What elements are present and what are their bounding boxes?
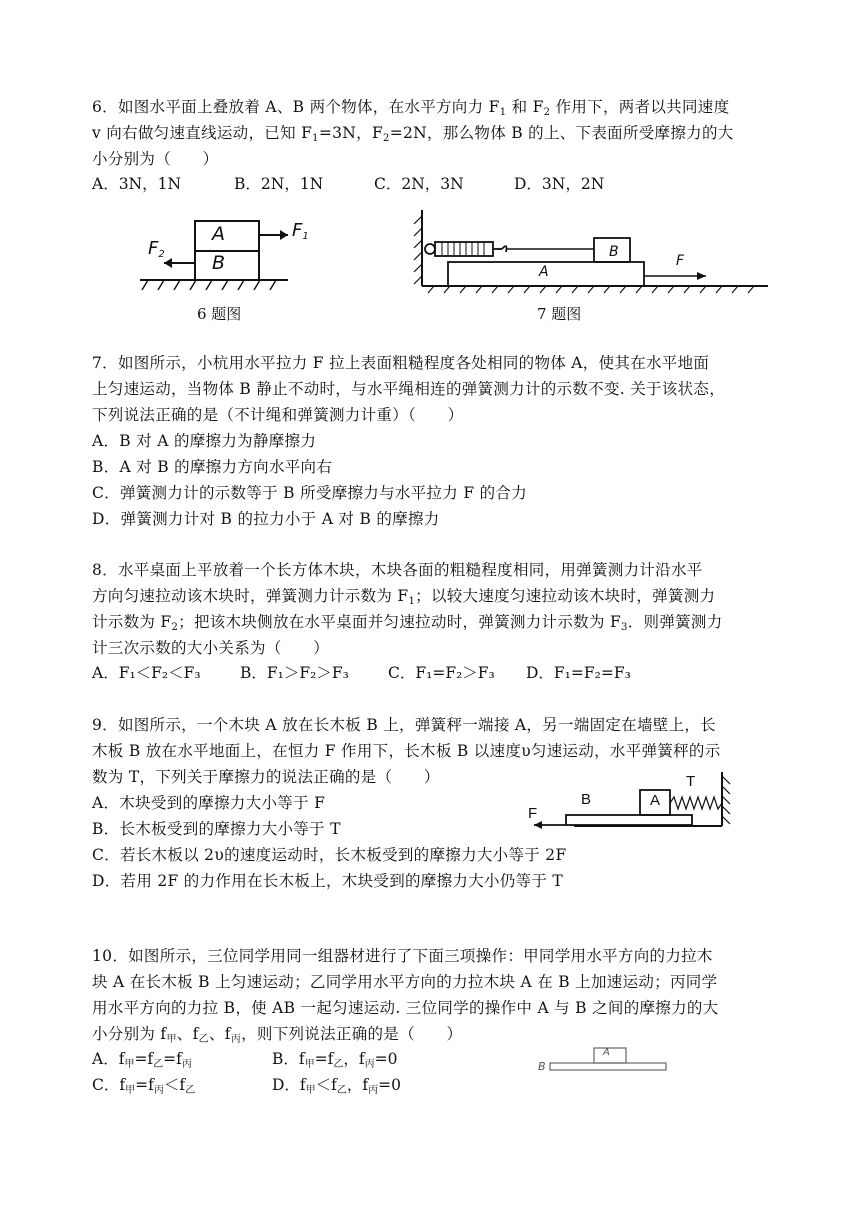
q9-option-a[interactable]: A．木块受到的摩擦力大小等于 F xyxy=(92,794,326,812)
q9-stem-line1: 9．如图所示，一个木块 A 放在长木板 B 上，弹簧秤一端接 A，另一端固定在墙壁上，长 xyxy=(92,716,716,734)
q9-board-b xyxy=(566,815,692,825)
q9-stem-line2: 木板 B 放在水平地面上，在恒力 F 作用下，长木板 B 以速度υ匀速运动，水平弹簧秤的示 xyxy=(92,742,721,760)
q6-stem-line3: 小分别为（ ） xyxy=(92,150,219,168)
q6-option-c[interactable]: C．2N，3N xyxy=(374,175,464,193)
q10-option-c[interactable]: C．$f_甲=f_丙<f_乙$ xyxy=(92,1076,196,1096)
q8-option-a[interactable]: A．F₁＜F₂＜F₃ xyxy=(92,664,201,682)
q6-option-a[interactable]: A．3N，1N xyxy=(92,175,182,193)
q7-stem-line1: 7．如图所示，小杭用水平拉力 F 拉上表面粗糙程度各处相同的物体 A，使其在水平地面 xyxy=(92,354,710,372)
q10-stem-line3: 用水平方向的力拉 B，使 AB 一起匀速运动. 三位同学的操作中 A 与 B 之间的摩擦力的大 xyxy=(92,999,719,1017)
q7-label-f: F xyxy=(676,253,685,269)
q10-block-a xyxy=(594,1048,626,1063)
q10-label-b: B xyxy=(538,1060,546,1073)
q9-option-b[interactable]: B．长木板受到的摩擦力大小等于 T xyxy=(92,820,341,838)
q9-label-f: F xyxy=(528,805,538,822)
q7-label-b: B xyxy=(609,244,619,260)
q9-label-t: T xyxy=(686,773,696,790)
q10-stem-line2: 块 A 在长木板 B 上匀速运动；乙同学用水平方向的力拉木块 A 在 B 上加速运动；丙同学 xyxy=(92,973,718,991)
q6-stem-line2: v 向右做匀速直线运动，已知 $F_1=3N$，$F_2=2N$，那么物体 B 的上、下表面所受摩擦力的大 xyxy=(92,124,734,144)
q9-option-d[interactable]: D．若用 2F 的力作用在长木板上，木块受到的摩擦力大小仍等于 T xyxy=(92,872,564,890)
q6-block-a xyxy=(195,221,259,251)
q6-label-f1: $F_1$ xyxy=(292,220,309,242)
q10-option-b[interactable]: B．$f_甲=f_乙$，$f_丙=0$ xyxy=(272,1050,398,1070)
q7-option-a[interactable]: A．B 对 A 的摩擦力为静摩擦力 xyxy=(92,432,317,450)
q7-figure-caption: 7 题图 xyxy=(537,305,582,323)
q10-board-b xyxy=(550,1063,666,1070)
q8-stem-line3: 计示数为 $F_2$；把该木块侧放在水平桌面并匀速拉动时，弹簧测力计示数为 $F_3$．则弹簧测力 xyxy=(92,613,723,633)
q7-stem-line2: 上匀速运动，当物体 B 静止不动时，与水平绳相连的弹簧测力计的示数不变. 关于该状态， xyxy=(92,380,726,398)
q8-stem-line4: 计三次示数的大小关系为（ ） xyxy=(92,639,330,657)
q6-option-b[interactable]: B．2N，1N xyxy=(234,175,324,193)
q10-option-d[interactable]: D．$f_甲<f_乙$，$f_丙=0$ xyxy=(272,1076,402,1096)
q8-stem-line1: 8．水平桌面上平放着一个长方体木块，木块各面的粗糙程度相同，用弹簧测力计沿水平 xyxy=(92,561,703,579)
q7-option-c[interactable]: C．弹簧测力计的示数等于 B 所受摩擦力与水平拉力 F 的合力 xyxy=(92,484,528,502)
q8-stem-line2: 方向匀速拉动该木块时，弹簧测力计示数为 $F_1$；以较大速度匀速拉动该木块时，弹簧测力 xyxy=(92,587,716,607)
q6-label-b: B xyxy=(212,252,226,274)
q6-stem-line1: 6．如图水平面上叠放着 A、B 两个物体，在水平方向力 $F_1$ 和 $F_2$ 作用下，两者以共同速度 xyxy=(92,98,730,118)
q10-label-a: A xyxy=(603,1047,610,1058)
q7-figure xyxy=(410,208,770,296)
q6-block-b xyxy=(195,251,259,280)
q6-option-d[interactable]: D．3N，2N xyxy=(514,175,605,193)
q6-label-a: A xyxy=(212,223,225,245)
q7-option-d[interactable]: D．弹簧测力计对 B 的拉力小于 A 对 B 的摩擦力 xyxy=(92,510,440,528)
q6-figure-caption: 6 题图 xyxy=(197,305,242,323)
q10-stem-line4: 小分别为 $f_甲$、$f_乙$、$f_丙$，则下列说法正确的是（ ） xyxy=(92,1025,463,1045)
q9-stem-line3: 数为 T，下列关于摩擦力的说法正确的是（ ） xyxy=(92,768,440,786)
q9-figure xyxy=(526,770,746,836)
q10-stem-line1: 10．如图所示，三位同学用同一组器材进行了下面三项操作：甲同学用水平方向的力拉木 xyxy=(92,947,713,965)
q9-option-c[interactable]: C．若长木板以 2υ的速度运动时，长木板受到的摩擦力大小等于 2F xyxy=(92,846,567,864)
q10-option-a[interactable]: A．$f_甲=f_乙=f_丙$ xyxy=(92,1050,192,1070)
q9-label-a: A xyxy=(650,792,661,809)
q8-option-c[interactable]: C．F₁=F₂＞F₃ xyxy=(388,664,495,682)
q6-label-f2: $F_2$ xyxy=(148,238,165,260)
q7-label-a: A xyxy=(539,264,549,280)
q7-stem-line3: 下列说法正确的是（不计绳和弹簧测力计重）（ ） xyxy=(92,406,464,424)
q8-option-d[interactable]: D．F₁=F₂=F₃ xyxy=(526,664,631,682)
q9-label-b: B xyxy=(581,791,592,808)
q7-option-b[interactable]: B．A 对 B 的摩擦力方向水平向右 xyxy=(92,458,333,476)
q8-option-b[interactable]: B．F₁＞F₂＞F₃ xyxy=(240,664,349,682)
